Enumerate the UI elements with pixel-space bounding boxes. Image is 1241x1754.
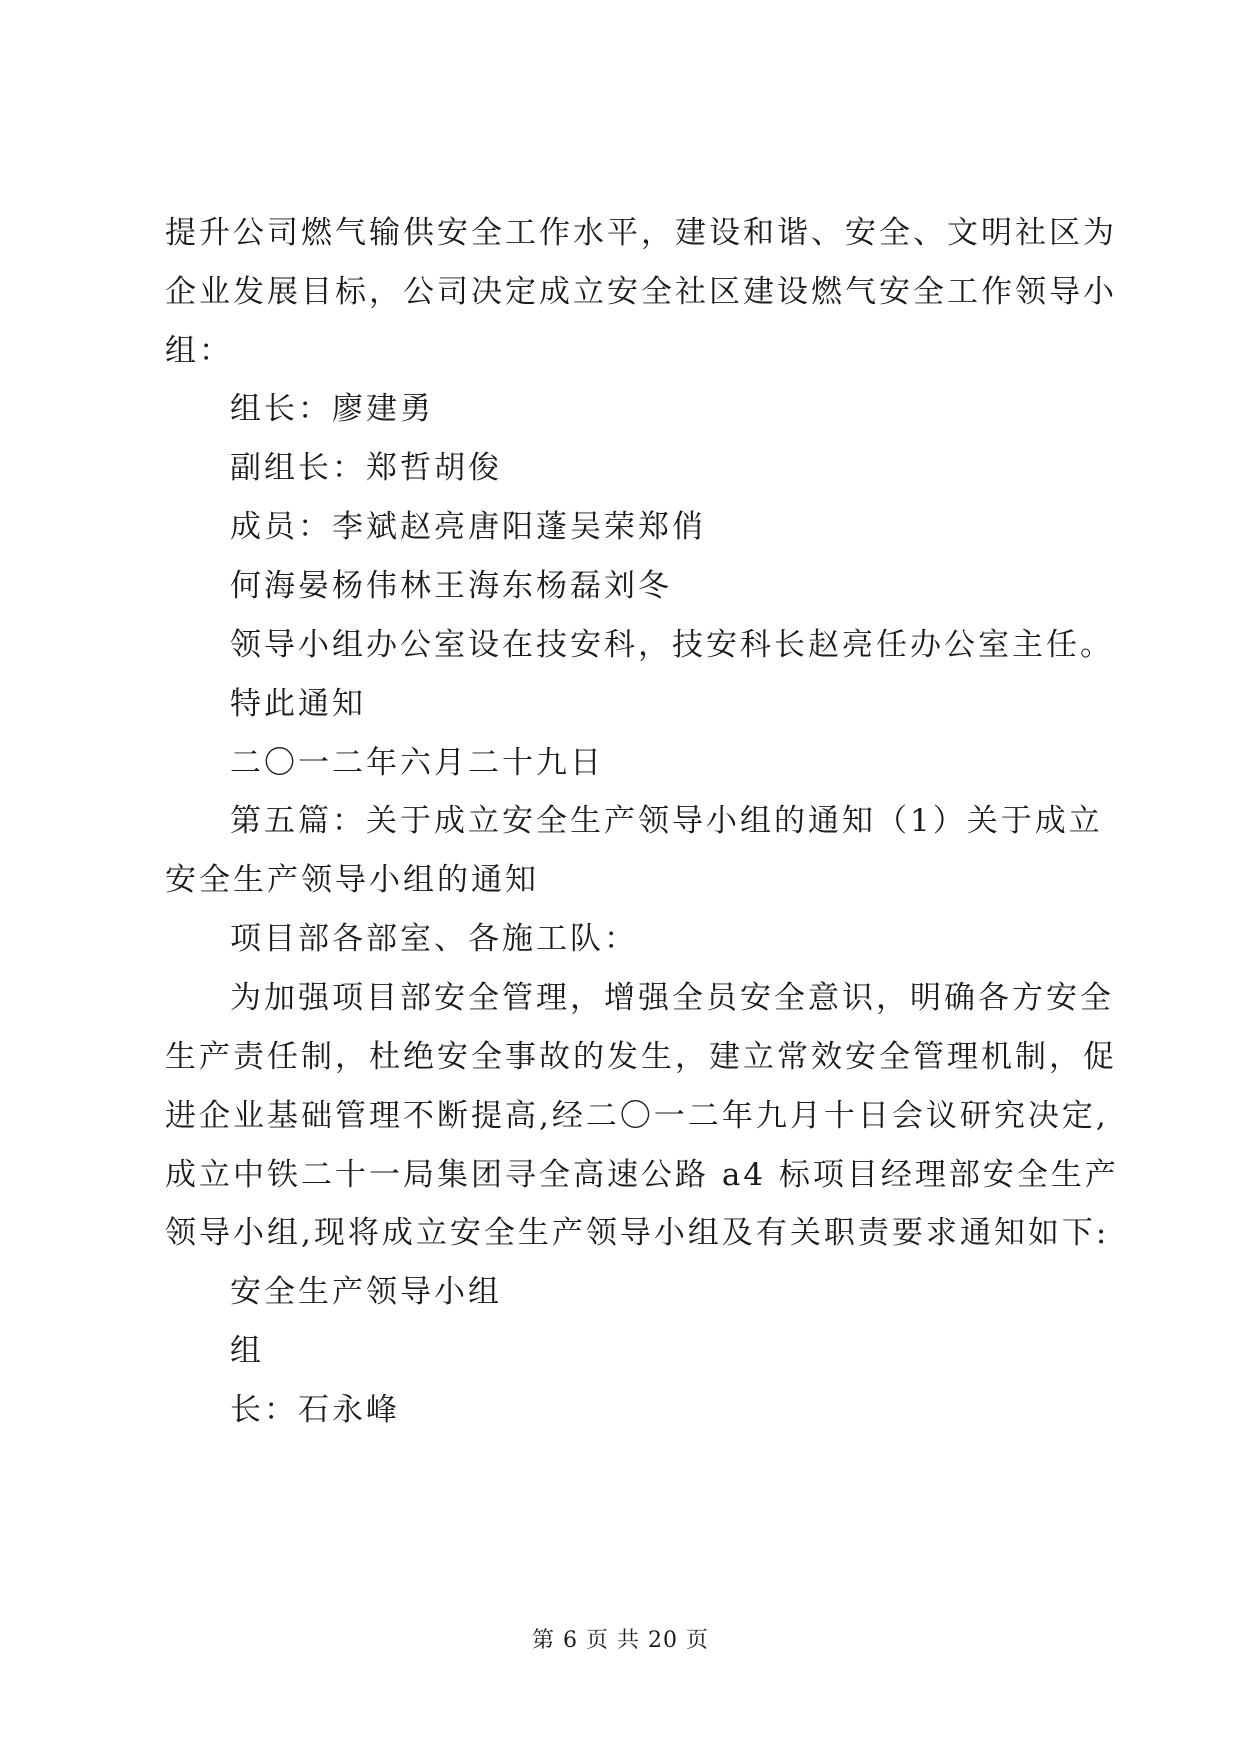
text-line: 生产责任制，杜绝安全事故的发生，建立常效安全管理机制，促: [165, 1039, 1117, 1075]
text-line: 组: [230, 1333, 264, 1369]
text-line: 长：石永峰: [230, 1392, 400, 1428]
text-line: 为加强项目部安全管理，增强全员安全意识，明确各方安全: [230, 980, 1114, 1016]
text-line: 副组长：郑哲胡俊: [230, 450, 502, 486]
text-line: 组：: [165, 333, 233, 369]
text-line: 企业发展目标，公司决定成立安全社区建设燃气安全工作领导小: [165, 274, 1117, 310]
text-line: 进企业基础管理不断提高,经二〇一二年九月十日会议研究决定,: [165, 1098, 1109, 1134]
text-line: 第五篇：关于成立安全生产领导小组的通知（1）关于成立: [230, 803, 1103, 839]
text-line: 特此通知: [230, 686, 366, 722]
text-line: 领导小组,现将成立安全生产领导小组及有关职责要求通知如下:: [165, 1215, 1110, 1251]
text-line: 何海晏杨伟林王海东杨磊刘冬: [230, 568, 672, 604]
text-line: 二〇一二年六月二十九日: [230, 745, 604, 781]
text-line: 安全生产领导小组的通知: [165, 862, 539, 898]
text-line: 成员：李斌赵亮唐阳蓬吴荣郑俏: [230, 509, 706, 545]
text-line: 项目部各部室、各施工队：: [230, 921, 638, 957]
page-number-footer: 第 6 页 共 20 页: [532, 1628, 709, 1653]
text-line: 组长：廖建勇: [230, 391, 434, 427]
text-line: 成立中铁二十一局集团寻全高速公路 a4 标项目经理部安全生产: [165, 1157, 1119, 1193]
text-line: 提升公司燃气输供安全工作水平，建设和谐、安全、文明社区为: [165, 215, 1117, 251]
text-line: 安全生产领导小组: [230, 1274, 502, 1310]
text-line: 领导小组办公室设在技安科，技安科长赵亮任办公室主任。: [230, 627, 1114, 663]
